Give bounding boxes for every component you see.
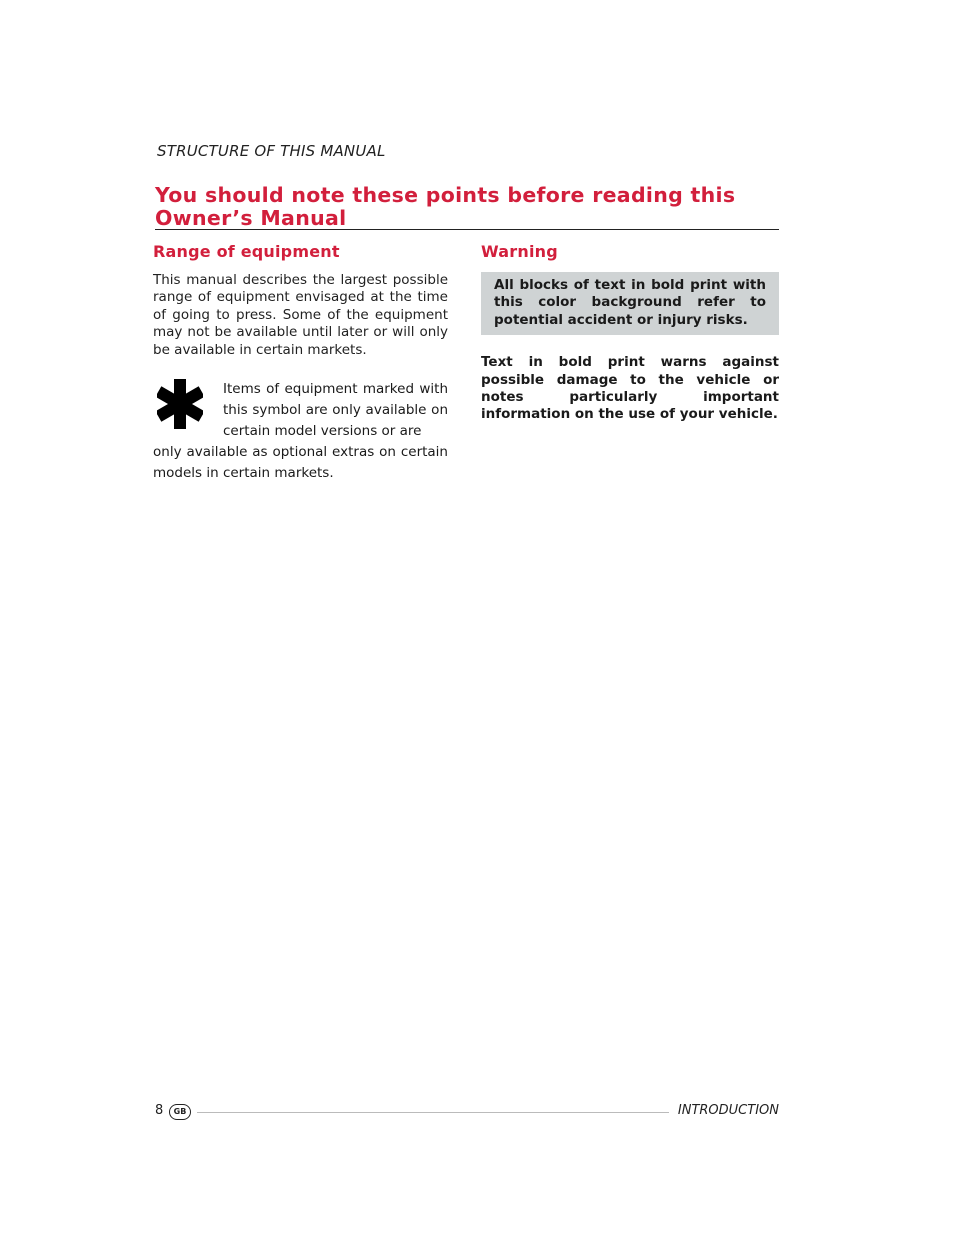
page-footer <box>155 1103 779 1121</box>
page-title <box>155 184 775 230</box>
range-heading: Range of equipment <box>153 242 340 261</box>
footer-divider <box>197 1112 669 1113</box>
warning-section <box>481 242 779 424</box>
page-title-line-1: You should note these points before reading this <box>155 183 736 207</box>
chapter-label: INTRODUCTION <box>677 1103 779 1118</box>
page-title-line-2: Owner’s Manual <box>155 206 347 230</box>
asterisk-icon <box>157 379 203 429</box>
range-paragraph: This manual describes the largest possible range of equipment envisaged at the time of going to press. Some of the equipment may not be available until later or will only be available in certain markets. <box>153 272 448 358</box>
warning-box: All blocks of text in bold print with this color background refer to potential accident or injury risks. <box>481 272 779 335</box>
country-badge: GB <box>169 1104 191 1120</box>
warning-heading: Warning <box>481 242 558 261</box>
title-divider <box>155 229 779 230</box>
range-of-equipment-section <box>153 242 448 484</box>
section-label: STRUCTURE OF THIS MANUAL <box>157 142 386 160</box>
warning-note: Text in bold print warns against possible damage to the vehicle or notes particularly important information on the use of your vehicle. <box>481 354 779 423</box>
symbol-text: Items of equipment marked with this symbol are only available on certain model versions or are <box>223 381 448 440</box>
symbol-text-continued: only available as optional extras on certain models in certain markets. <box>153 444 448 482</box>
page-number: 8 <box>155 1103 164 1118</box>
symbol-explanation <box>153 379 448 484</box>
